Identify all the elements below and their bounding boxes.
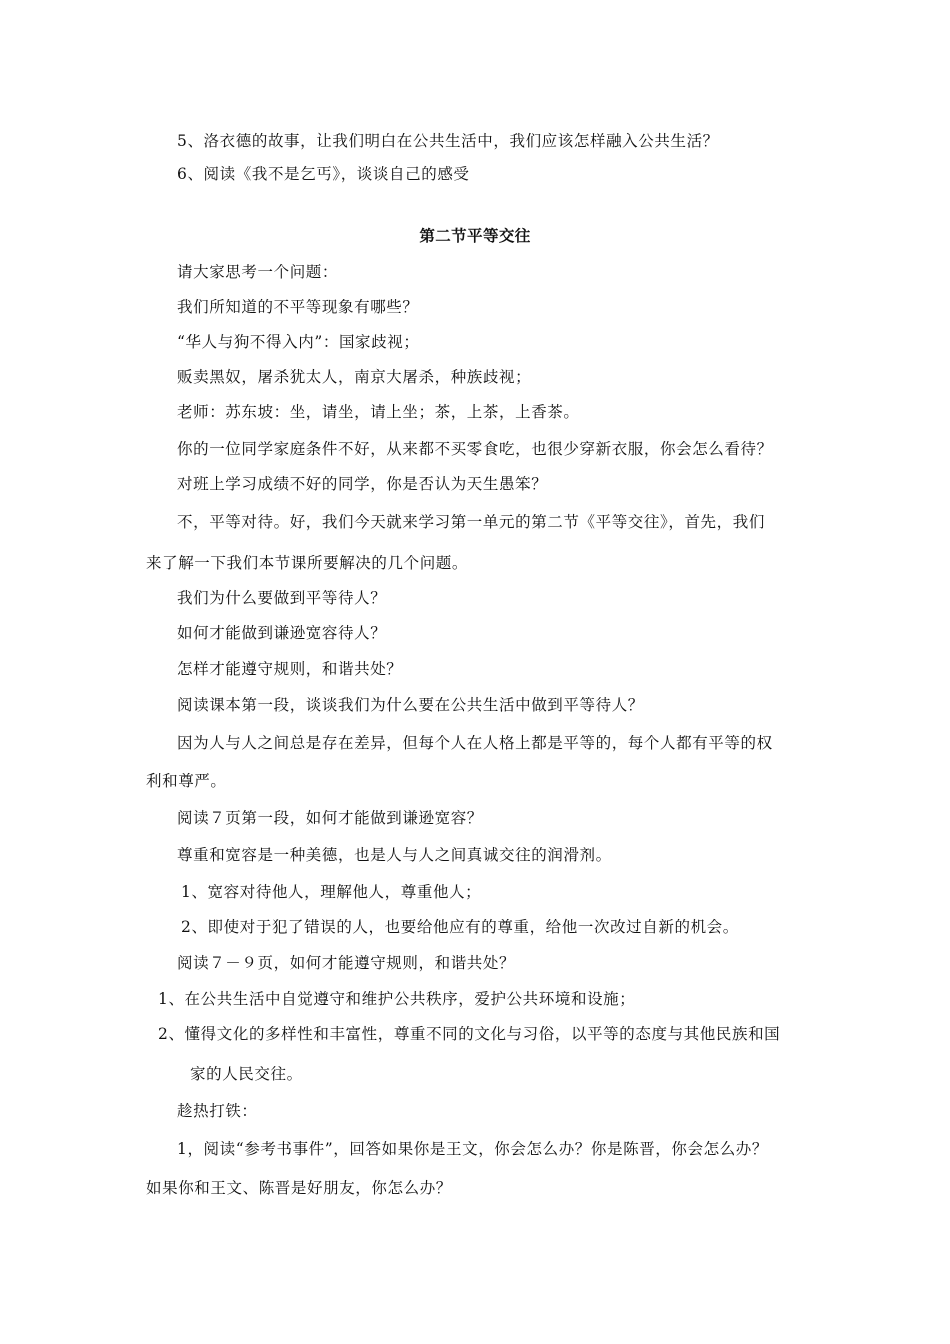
list-item: 1、在公共生活中自觉遵守和维护公共秩序，爱护公共环境和设施； bbox=[158, 990, 636, 1008]
question-item-6: 6、阅读《我不是乞丐》，谈谈自己的感受 bbox=[177, 165, 470, 183]
paragraph-line: 请大家思考一个问题： bbox=[177, 263, 339, 281]
question-item-5: 5、洛衣德的故事，让我们明白在公共生活中，我们应该怎样融入公共生活？ bbox=[177, 132, 719, 150]
paragraph-line: 不，平等对待。好，我们今天就来学习第一单元的第二节《平等交往》，首先，我们 bbox=[177, 513, 765, 531]
paragraph-line: 我们为什么要做到平等待人？ bbox=[177, 589, 387, 607]
paragraph-line: 阅读７－９页，如何才能遵守规则，和谐共处？ bbox=[177, 954, 516, 972]
paragraph-line: 阅读７页第一段，如何才能做到谦逊宽容？ bbox=[177, 809, 483, 827]
paragraph-line: 因为人与人之间总是存在差异，但每个人在人格上都是平等的，每个人都有平等的权 bbox=[177, 734, 773, 752]
paragraph-line: 对班上学习成绩不好的同学，你是否认为天生愚笨？ bbox=[177, 475, 548, 493]
paragraph-line: 趁热打铁： bbox=[177, 1102, 258, 1120]
paragraph-line: 利和尊严。 bbox=[146, 772, 227, 790]
paragraph-line: 如果你和王文、陈晋是好朋友，你怎么办？ bbox=[146, 1179, 452, 1197]
paragraph-line: 1，阅读“参考书事件”，回答如果你是王文，你会怎么办？你是陈晋，你会怎么办？ bbox=[177, 1140, 769, 1158]
section-title: 第二节平等交往 bbox=[419, 226, 531, 245]
paragraph-line: “华人与狗不得入内”：国家歧视； bbox=[177, 333, 420, 351]
paragraph-line: 来了解一下我们本节课所要解决的几个问题。 bbox=[146, 554, 469, 572]
list-item: 2、即使对于犯了错误的人，也要给他应有的尊重，给他一次改过自新的机会。 bbox=[181, 918, 739, 936]
paragraph-line: 老师：苏东坡：坐，请坐，请上坐；茶，上茶，上香茶。 bbox=[177, 403, 580, 421]
paragraph-line: 贩卖黑奴，屠杀犹太人，南京大屠杀，种族歧视； bbox=[177, 368, 532, 386]
paragraph-line: 如何才能做到谦逊宽容待人？ bbox=[177, 624, 387, 642]
list-item: 2、懂得文化的多样性和丰富性，尊重不同的文化与习俗，以平等的态度与其他民族和国 bbox=[158, 1025, 781, 1043]
paragraph-line: 你的一位同学家庭条件不好，从来都不买零食吃，也很少穿新衣服，你会怎么看待？ bbox=[177, 440, 773, 458]
paragraph-line: 阅读课本第一段，谈谈我们为什么要在公共生活中做到平等待人？ bbox=[177, 696, 644, 714]
paragraph-line: 尊重和宽容是一种美德，也是人与人之间真诚交往的润滑剂。 bbox=[177, 846, 612, 864]
list-item-continuation: 家的人民交往。 bbox=[190, 1065, 303, 1083]
list-item: 1、宽容对待他人，理解他人，尊重他人； bbox=[181, 883, 482, 901]
paragraph-line: 我们所知道的不平等现象有哪些？ bbox=[177, 298, 419, 316]
paragraph-line: 怎样才能遵守规则，和谐共处？ bbox=[177, 660, 403, 678]
